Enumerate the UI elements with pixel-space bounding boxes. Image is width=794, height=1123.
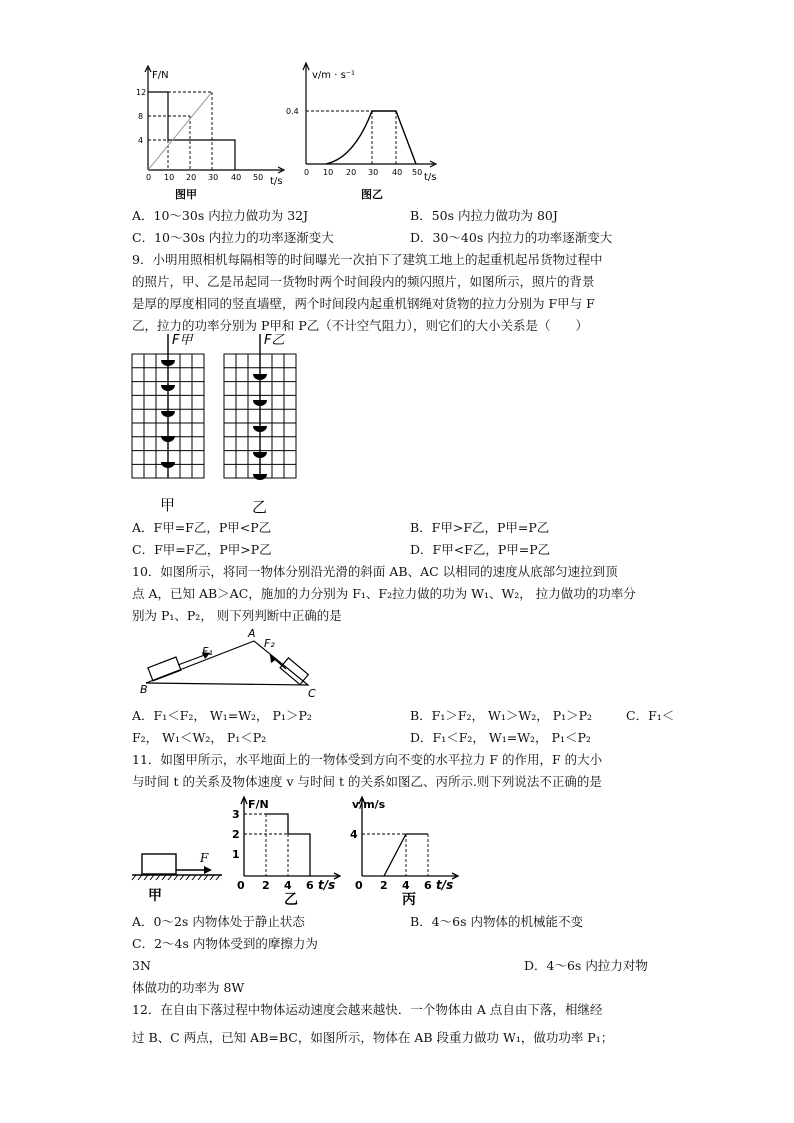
- q10-inclines-figure: [138, 625, 328, 700]
- q9-stem-line2: 的照片，甲、乙是吊起同一货物时两个时间段内的频闪照片，如图所示，照片的背景: [132, 274, 595, 289]
- x-tick-40: 40: [392, 168, 403, 177]
- label-f-jia: F甲: [172, 333, 193, 348]
- q11-option-d-part2: 体做功的功率为 8W: [132, 980, 245, 995]
- x-axis-label: t/s: [270, 176, 283, 187]
- y-tick-2: 2: [232, 828, 240, 841]
- q8-option-a: A．10～30s 内拉力做功为 32J: [132, 208, 309, 223]
- q9-option-d: D．F甲<F乙，P甲=P乙: [410, 542, 551, 557]
- q9-option-b: B．F甲>F乙，P甲=P乙: [410, 520, 550, 535]
- x-tick-50: 50: [412, 168, 423, 177]
- figure-caption: 图乙: [361, 188, 383, 201]
- force-f-label: F: [200, 851, 209, 865]
- force-step-line: [148, 92, 235, 170]
- q11-option-b: B．4～6s 内物体的机械能不变: [410, 914, 583, 929]
- caption-jia: 甲: [160, 496, 176, 514]
- x-tick-20: 20: [346, 168, 357, 177]
- q8-option-c: C．10～30s 内拉力的功率逐渐变大: [132, 230, 334, 245]
- y-tick-12: 12: [136, 88, 147, 97]
- y-tick-1: 1: [232, 848, 240, 861]
- y-axis-label: v/m · s⁻¹: [312, 70, 356, 81]
- caption-bing: 丙: [402, 892, 416, 906]
- q11-chart-bing-velocity: [346, 794, 464, 906]
- x-axis-label: t/s: [318, 878, 336, 892]
- q10-option-c-part2: F₂， W₁＜W₂， P₁＜P₂: [132, 730, 267, 745]
- figure-yi-velocity-time: [284, 58, 444, 202]
- q8-option-b: B．50s 内拉力做功为 80J: [410, 208, 558, 223]
- x-axis-label: t/s: [436, 878, 454, 892]
- q9-option-a: A．F甲=F乙，P甲<P乙: [132, 520, 272, 535]
- figure-jia-force-time: [130, 58, 290, 202]
- caption-yi: 乙: [284, 892, 298, 906]
- q12-stem-line2: 过 B、C 两点，已知 AB=BC，如图所示，物体在 AB 段重力做功 W₁，做功功率 P₁；: [132, 1030, 614, 1045]
- q11-option-a: A．0～2s 内物体处于静止状态: [132, 914, 305, 929]
- q10-stem-line3: 别为 P₁、P₂， 则下列判断中正确的是: [132, 608, 342, 623]
- y-axis-label: F/N: [152, 70, 169, 81]
- q9-stem-line4: 乙，拉力的功率分别为 P甲和 P乙（不计空气阻力），则它们的大小关系是（ ）: [132, 318, 589, 333]
- x-tick-6: 6: [424, 879, 432, 892]
- q10-stem-line1: 10．如图所示，将同一物体分别沿光滑的斜面 AB、AC 以相同的速度从底部匀速拉到顶: [132, 564, 618, 579]
- caption-jia: 甲: [148, 888, 162, 904]
- velocity-line: [326, 111, 416, 164]
- q11-stem-line1: 11．如图甲所示，水平地面上的一物体受到方向不变的水平拉力 F 的作用，F 的大小: [132, 752, 603, 767]
- q9-stem-line3: 是厚的厚度相同的竖直墙壁，两个时间段内起重机钢绳对货物的拉力分别为 F甲与 F: [132, 296, 595, 311]
- figure-caption: 图甲: [175, 188, 197, 201]
- y-tick-4: 4: [350, 828, 358, 841]
- point-c-label: C: [308, 687, 316, 700]
- diagonal-line: [148, 92, 212, 170]
- x-tick-6: 6: [306, 879, 314, 892]
- q8-option-d: D．30～40s 内拉力的功率逐渐变大: [410, 230, 613, 245]
- x-tick-0: 0: [304, 168, 310, 177]
- x-tick-4: 4: [284, 879, 292, 892]
- y-tick-0-4: 0.4: [286, 107, 299, 116]
- y-axis-label: F/N: [248, 798, 269, 811]
- x-tick-2: 2: [380, 879, 388, 892]
- q11-option-c-part2: 3N: [132, 958, 151, 973]
- x-tick-40: 40: [231, 173, 242, 182]
- q10-option-c-part1: C．F₁＜: [626, 708, 675, 723]
- q11-stem-line2: 与时间 t 的关系及物体速度 v 与时间 t 的关系如图乙、丙所示.则下列说法不正确的是: [132, 774, 602, 789]
- caption-yi: 乙: [252, 498, 268, 516]
- x-axis-label: t/s: [424, 172, 437, 183]
- force-f1-label: F₁: [202, 645, 213, 658]
- x-tick-20: 20: [186, 173, 197, 182]
- x-tick-2: 2: [262, 879, 270, 892]
- q9-option-c: C．F甲=F乙，P甲>P乙: [132, 542, 272, 557]
- force-f2-label: F₂: [264, 637, 275, 650]
- y-tick-4: 4: [138, 136, 144, 145]
- q11-option-d-part1: D．4～6s 内拉力对物: [524, 958, 648, 973]
- point-b-label: B: [140, 683, 148, 696]
- x-tick-0: 0: [355, 879, 363, 892]
- q10-option-a: A．F₁＜F₂， W₁=W₂， P₁＞P₂: [132, 708, 312, 723]
- y-axis-label: v/m/s: [352, 798, 386, 811]
- x-tick-0: 0: [237, 879, 245, 892]
- q11-figure-jia: [130, 842, 230, 904]
- y-tick-3: 3: [232, 808, 240, 821]
- q10-option-d: D．F₁＜F₂， W₁=W₂， P₁＜P₂: [410, 730, 591, 745]
- q9-strobe-photos: [128, 330, 308, 520]
- q11-chart-yi-force: [228, 794, 346, 906]
- x-tick-30: 30: [368, 168, 379, 177]
- y-tick-8: 8: [138, 112, 144, 121]
- label-f-yi: F乙: [264, 333, 285, 348]
- x-tick-30: 30: [208, 173, 219, 182]
- x-tick-0: 0: [146, 173, 152, 182]
- x-tick-50: 50: [253, 173, 264, 182]
- q12-stem-line1: 12．在自由下落过程中物体运动速度会越来越快．一个物体由 A 点自由下落，相继经: [132, 1002, 603, 1017]
- point-a-label: A: [248, 627, 256, 640]
- q9-stem-line1: 9．小明用照相机每隔相等的时间曝光一次拍下了建筑工地上的起重机起吊货物过程中: [132, 252, 603, 267]
- x-tick-10: 10: [164, 173, 175, 182]
- x-tick-10: 10: [323, 168, 334, 177]
- q10-stem-line2: 点 A，已知 AB＞AC，施加的力分别为 F₁、F₂拉力做的功为 W₁、W₂， 拉力做功的功率分: [132, 586, 636, 601]
- q10-option-b: B．F₁＞F₂， W₁＞W₂， P₁＞P₂: [410, 708, 593, 723]
- q11-option-c-part1: C．2～4s 内物体受到的摩擦力为: [132, 936, 318, 951]
- x-tick-4: 4: [402, 879, 410, 892]
